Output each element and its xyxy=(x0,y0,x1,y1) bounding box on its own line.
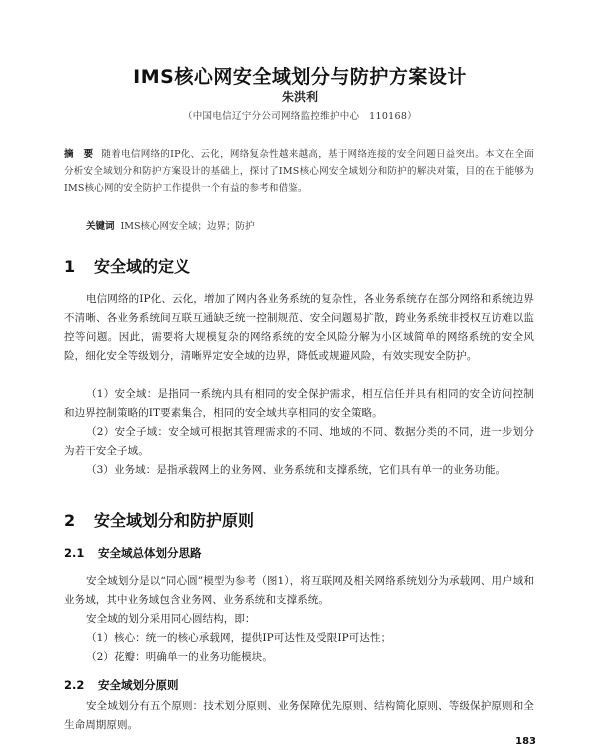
section-1-item: （2）安全子域：安全域可根据其管理需求的不同、地域的不同、数据分类的不同，进一步划分为若干安全子域。 xyxy=(64,426,534,457)
section-2-title: 安全域划分和防护原则 xyxy=(94,511,255,530)
section-1-number: 1 xyxy=(64,257,76,276)
abstract xyxy=(64,146,534,197)
page-number: 183 xyxy=(515,736,536,747)
section-1-heading xyxy=(64,254,190,277)
section-1-item: （1）安全域：是指同一系统内具有相同的安全保护需求，相互信任并具有相同的安全访问控制和边界控制策略的IT要素集合，相同的安全域共享相同的安全策略。 xyxy=(64,388,534,419)
keywords-label: 关键词 xyxy=(86,221,115,232)
author-name: 朱洪利 xyxy=(281,90,318,104)
section-2-2-paragraph: 安全域划分有五个原则：技术划分原则、业务保障优先原则、结构简化原则、等级保护原则和全生命周期原则。 xyxy=(64,700,534,731)
abstract-label: 摘 要 xyxy=(64,149,94,160)
abstract-text: 随着电信网络的IP化、云化，网络复杂性越来越高，基于网络连接的安全问题日益突出。本文在全面分析安全域划分和防护方案设计的基础上，探讨了IMS核心网安全域划分和防护的解决对策，目的在于能够为IMS核心网的安全防护工作提供一个有益的参考和借鉴。 xyxy=(64,149,534,194)
keywords-text: IMS核心网安全域；边界；防护 xyxy=(120,221,255,232)
section-2-1-paragraph: 安全域的划分采用同心圆结构，即： xyxy=(86,613,256,625)
section-2-1-paragraph: 安全域划分是以“同心圆”模型为参考（图1），将互联网及相关网络系统划分为承载网、用户域和业务域，其中业务域包含业务网、业务系统和支撑系统。 xyxy=(64,575,534,606)
section-1-paragraph: 电信网络的IP化、云化，增加了网内各业务系统的复杂性，各业务系统存在部分网络和系统边界不清晰、各业务系统间互联互通缺乏统一控制规范、安全问题易扩散，跨业务系统非授权互访难以监控等问题。因此，需要将大规模复杂的网络系统的安全风险分解为小区域简单的网络系统的安全风险，细化安全等级划分，清晰界定安全域的边界，降低或规避风险，有效实现安全防护。 xyxy=(64,293,534,362)
paper-title: IMS核心网安全域划分与防护方案设计 xyxy=(133,66,467,88)
section-2-1-item: （1）核心：统一的核心承载网，提供IP可达性及受限IP可达性； xyxy=(86,632,392,644)
section-1-item: （3）业务域：是指承载网上的业务网、业务系统和支撑系统，它们具有单一的业务功能。 xyxy=(86,464,507,476)
section-2-1-number: 2.1 xyxy=(64,546,85,560)
section-2-2-heading xyxy=(64,677,179,693)
section-2-1-item: （2）花瓣：明确单一的业务功能模块。 xyxy=(86,651,273,663)
section-2-2-number: 2.2 xyxy=(64,678,85,692)
section-2-number: 2 xyxy=(64,511,76,530)
author-affiliation: （中国电信辽宁分公司网络监控维护中心 110168） xyxy=(182,111,418,122)
section-2-1-heading xyxy=(64,545,202,561)
section-2-1-title: 安全域总体划分思路 xyxy=(98,546,202,560)
section-2-heading xyxy=(64,508,254,531)
section-1-title: 安全域的定义 xyxy=(94,257,191,276)
section-2-2-title: 安全域划分原则 xyxy=(98,678,179,692)
keywords xyxy=(86,218,534,235)
